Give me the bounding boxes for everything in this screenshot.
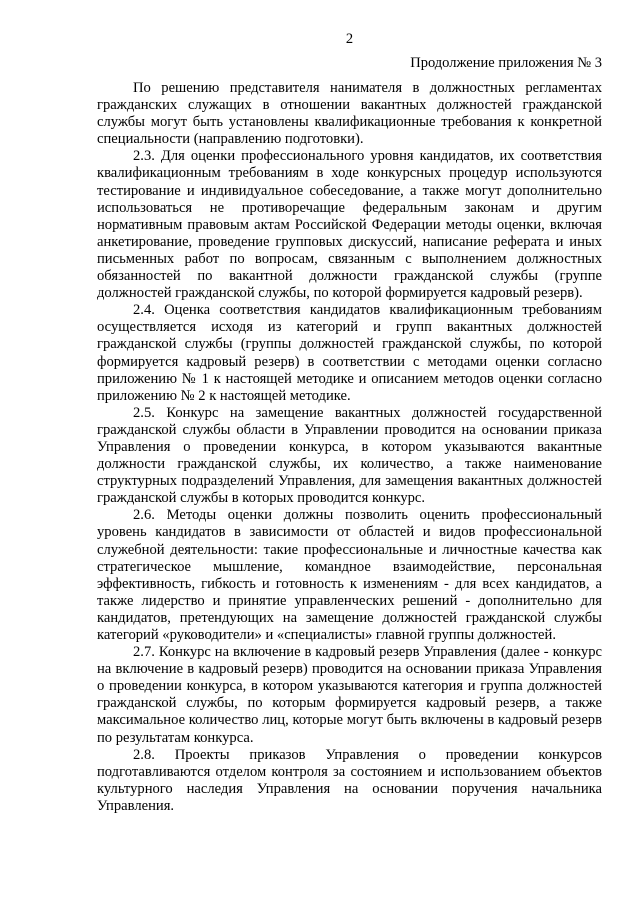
paragraph-qualification-requirements: По решению представителя нанимателя в должностных регламентах гражданских служащих в отношении вакантных должностей гражданской службы могут быть установлены квалификационные требования к конкретной специальности (направлению подготовки). xyxy=(97,80,602,148)
paragraph-2-8: 2.8. Проекты приказов Управления о проведении конкурсов подготавливаются отделом контроля за состоянием и использованием объектов культурного наследия Управления на основании поручения начальника Управления. xyxy=(97,746,602,814)
paragraph-2-5: 2.5. Конкурс на замещение вакантных должностей государственной гражданской службы области в Управлении проводится на основании приказа Управления о проведении конкурса, в котором указываются вакантные должности гражданской службы, их количество, а также наименование структурных подразделений Управления, для замещения вакантных должностей гражданской службы в которых проводится конкурс. xyxy=(97,404,602,507)
paragraph-2-3: 2.3. Для оценки профессионального уровня кандидатов, их соответствия квалификационным требованиям в ходе конкурсных процедур используются тестирование и индивидуальное собеседование, а также могут дополнительно использоваться не противоречащие федеральным законам и другим нормативным правовым актам Российской Федерации методы оценки, включая анкетирование, проведение групповых дискуссий, написание реферата и иных письменных работ по вопросам, связанным с выполнением должностных обязанностей по вакантной должности гражданской службы (группе должностей гражданской службы, по которой формируется кадровый резерв). xyxy=(97,148,602,302)
paragraph-2-4: 2.4. Оценка соответствия кандидатов квалификационным требованиям осуществляется исходя из категорий и групп вакантных должностей гражданской службы (группы должностей гражданской службы, по которой формируется кадровый резерв) в соответствии с методами оценки согласно приложению № 1 к настоящей методике и описанием методов оценки согласно приложению № 2 к настоящей методике. xyxy=(97,302,602,404)
document-body xyxy=(97,80,602,815)
page-number: 2 xyxy=(345,31,354,47)
annex-continuation-label: Продолжение приложения № 3 xyxy=(410,55,602,71)
paragraph-2-7: 2.7. Конкурс на включение в кадровый резерв Управления (далее - конкурс на включение в кадровый резерв) проводится на основании приказа Управления о проведении конкурса, в котором указываются категория и группа должностей гражданской службы, по которым формируется кадровый резерв, а также максимальное количество лиц, которые могут быть включены в кадровый резерв по результатам конкурса. xyxy=(97,644,602,746)
paragraph-2-6: 2.6. Методы оценки должны позволить оценить профессиональный уровень кандидатов в зависимости от областей и видов профессиональной служебной деятельности: такие профессиональные и личностные качества как стратегическое мышление, командное взаимодействие, персональная эффективность, гибкость и готовность к изменениям - для всех кандидатов, а также лидерство и принятие управленческих решений - дополнительно для кандидатов, претендующих на замещение должностей гражданской службы категорий «руководители» и «специалисты» главной группы должностей. xyxy=(97,507,602,643)
